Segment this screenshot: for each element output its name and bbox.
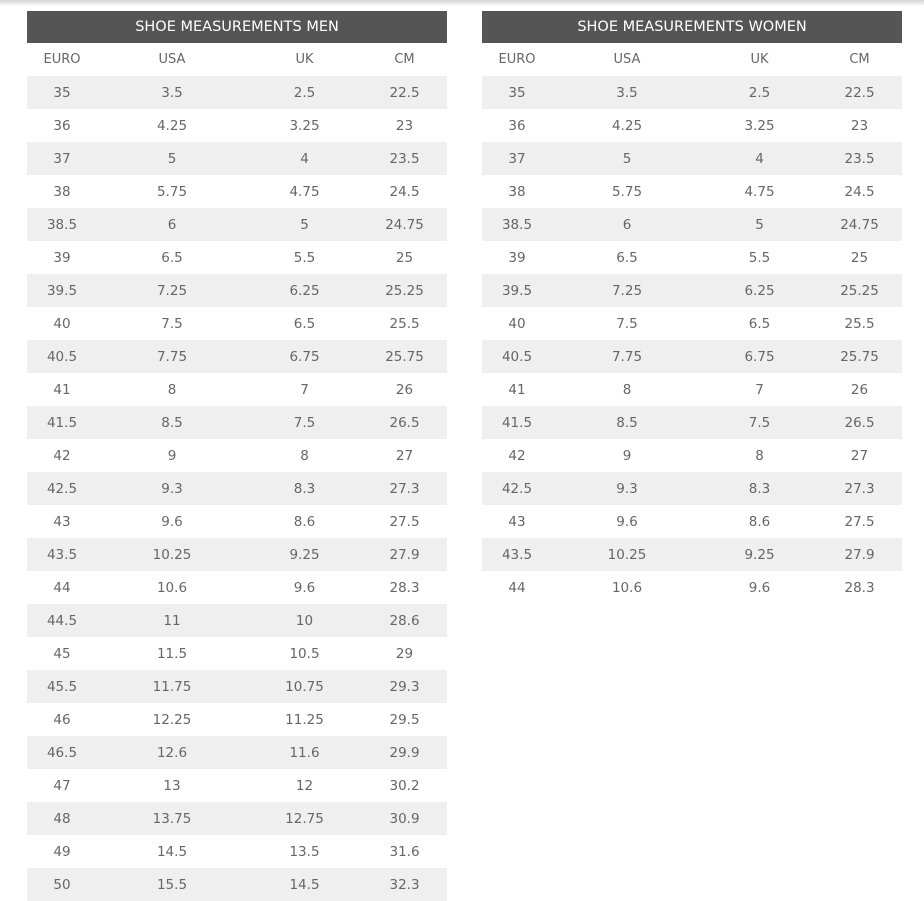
table-row [27,505,447,538]
cm-length-cell: 24.5 [844,183,875,200]
usa-size-cell: 9.3 [97,472,247,505]
usa-size-cell: 7.5 [161,315,183,332]
uk-size-cell: 7 [755,381,764,398]
cm-length-cell: 24.75 [362,208,447,241]
cm-length-cell: 26 [395,381,414,398]
usa-size-cell: 5.75 [156,183,188,200]
cm-length-cell: 22.5 [362,76,447,109]
usa-size-cell: 10.6 [611,579,643,596]
table-row [482,208,902,241]
table-row [27,307,447,340]
table-row [27,241,447,274]
usa-size-cell: 11.75 [97,670,247,703]
women-size-table [482,11,902,604]
table-row [482,340,902,373]
uk-size-cell: 2.5 [247,76,362,109]
uk-size-cell: 12.75 [247,802,362,835]
euro-size-cell: 43 [53,513,71,530]
euro-size-cell: 50 [27,868,97,901]
euro-size-cell: 49 [53,843,71,860]
table-row [482,274,902,307]
table-row [27,637,447,670]
euro-size-cell: 39.5 [482,274,552,307]
cm-length-cell: 23 [395,117,414,134]
cm-length-cell: 26.5 [362,406,447,439]
table-row [482,307,902,340]
table-row [482,505,902,538]
cm-length-cell: 28.3 [844,579,875,596]
table-row [482,175,902,208]
usa-size-cell: 4.25 [156,117,188,134]
uk-size-cell: 5.5 [293,249,316,266]
usa-size-cell: 8 [167,381,177,398]
euro-size-cell: 43 [508,513,526,530]
uk-size-cell: 10.75 [247,670,362,703]
euro-size-cell: 43.5 [482,538,552,571]
column-header-usa: USA [158,52,186,67]
euro-size-cell: 39 [53,249,71,266]
usa-size-cell: 11.5 [156,645,188,662]
cm-length-cell: 24.5 [389,183,420,200]
table-row [482,439,902,472]
table-row [27,373,447,406]
usa-size-cell: 6 [552,208,702,241]
usa-size-cell: 9.6 [616,513,638,530]
top-edge-shadow [0,0,924,6]
men-size-table [27,11,447,901]
uk-size-cell: 11.6 [247,736,362,769]
usa-size-cell: 15.5 [97,868,247,901]
euro-size-cell: 48 [27,802,97,835]
uk-size-cell: 4 [247,142,362,175]
euro-size-cell: 45 [53,645,71,662]
usa-size-cell: 7.5 [616,315,638,332]
table-row [27,472,447,505]
cm-length-cell: 30.9 [362,802,447,835]
cm-length-cell: 32.3 [362,868,447,901]
euro-size-cell: 46 [53,711,71,728]
usa-size-cell: 7.25 [552,274,702,307]
table-row [482,76,902,109]
euro-size-cell: 38.5 [27,208,97,241]
uk-size-cell: 8 [755,447,764,464]
cm-length-cell: 25.75 [362,340,447,373]
table-row [482,538,902,571]
euro-size-cell: 41.5 [482,406,552,439]
table-row [27,109,447,142]
table-row [27,604,447,637]
cm-length-cell: 27.3 [362,472,447,505]
table-row [27,835,447,868]
usa-size-cell: 8 [622,381,632,398]
cm-length-cell: 27 [850,447,869,464]
uk-size-cell: 3.25 [289,117,320,134]
euro-size-cell: 36 [53,117,71,134]
column-header-uk: UK [750,52,769,67]
cm-length-cell: 25.5 [389,315,420,332]
table-row [482,571,902,604]
cm-length-cell: 23.5 [362,142,447,175]
usa-size-cell: 9.6 [161,513,183,530]
usa-size-cell: 5 [552,142,702,175]
cm-length-cell: 29.5 [389,711,420,728]
usa-size-cell: 3.5 [552,76,702,109]
cm-length-cell: 25.25 [817,274,902,307]
cm-length-cell: 27.5 [389,513,420,530]
uk-size-cell: 6.75 [247,340,362,373]
euro-size-cell: 42 [508,447,526,464]
table-row [27,142,447,175]
cm-length-cell: 26.5 [817,406,902,439]
euro-size-cell: 41 [508,381,526,398]
cm-length-cell: 29.9 [362,736,447,769]
uk-size-cell: 5 [702,208,817,241]
column-header-cm: CM [849,52,870,67]
cm-length-cell: 27.3 [817,472,902,505]
table-row [482,406,902,439]
euro-size-cell: 41 [53,381,71,398]
cm-length-cell: 28.3 [389,579,420,596]
cm-length-cell: 27 [395,447,414,464]
euro-size-cell: 42 [53,447,71,464]
table-row [27,802,447,835]
usa-size-cell: 5 [97,142,247,175]
euro-size-cell: 40 [508,315,526,332]
men-table-title: SHOE MEASUREMENTS MEN [27,11,447,43]
uk-size-cell: 6.5 [748,315,771,332]
usa-size-cell: 3.5 [97,76,247,109]
table-row [482,241,902,274]
table-row [27,175,447,208]
column-header-uk: UK [295,52,314,67]
column-header-euro: EURO [43,52,81,67]
cm-length-cell: 31.6 [389,843,420,860]
table-row [27,439,447,472]
usa-size-cell: 12.6 [97,736,247,769]
usa-size-cell: 7.25 [97,274,247,307]
uk-size-cell: 10.5 [289,645,320,662]
euro-size-cell: 40 [53,315,71,332]
table-row [482,472,902,505]
uk-size-cell: 6.25 [247,274,362,307]
uk-size-cell: 14.5 [247,868,362,901]
uk-size-cell: 7 [300,381,309,398]
table-row [27,571,447,604]
euro-size-cell: 43.5 [27,538,97,571]
uk-size-cell: 8.3 [247,472,362,505]
euro-size-cell: 47 [53,777,71,794]
column-header-usa: USA [613,52,641,67]
uk-size-cell: 8 [300,447,309,464]
euro-size-cell: 35 [27,76,97,109]
uk-size-cell: 4.75 [289,183,320,200]
usa-size-cell: 13.75 [97,802,247,835]
cm-length-cell: 25 [850,249,869,266]
euro-size-cell: 44 [508,579,526,596]
column-header-euro: EURO [498,52,536,67]
usa-size-cell: 13 [163,777,181,794]
table-row [27,406,447,439]
table-row [27,703,447,736]
euro-size-cell: 37 [27,142,97,175]
uk-size-cell: 13.5 [289,843,320,860]
euro-size-cell: 42.5 [482,472,552,505]
table-row [27,736,447,769]
euro-size-cell: 38 [53,183,71,200]
euro-size-cell: 44.5 [27,604,97,637]
uk-size-cell: 8.6 [748,513,771,530]
cm-length-cell: 26 [850,381,869,398]
cm-length-cell: 25 [395,249,414,266]
uk-size-cell: 6.25 [702,274,817,307]
usa-size-cell: 8.5 [552,406,702,439]
cm-length-cell: 27.9 [817,538,902,571]
cm-length-cell: 28.6 [362,604,447,637]
uk-size-cell: 9.25 [247,538,362,571]
usa-size-cell: 10.25 [552,538,702,571]
usa-size-cell: 9.3 [552,472,702,505]
women-table-title: SHOE MEASUREMENTS WOMEN [482,11,902,43]
uk-size-cell: 6.5 [293,315,316,332]
euro-size-cell: 40.5 [27,340,97,373]
uk-size-cell: 5 [247,208,362,241]
usa-size-cell: 6.5 [616,249,638,266]
cm-length-cell: 25.5 [844,315,875,332]
uk-size-cell: 7.5 [247,406,362,439]
women-table-body [482,76,902,604]
euro-size-cell: 41.5 [27,406,97,439]
euro-size-cell: 38.5 [482,208,552,241]
uk-size-cell: 11.25 [285,711,324,728]
table-row [27,208,447,241]
euro-size-cell: 36 [508,117,526,134]
usa-size-cell: 5.75 [611,183,643,200]
uk-size-cell: 12 [295,777,314,794]
euro-size-cell: 38 [508,183,526,200]
usa-size-cell: 6 [97,208,247,241]
men-column-headers [27,43,447,76]
table-row [27,274,447,307]
euro-size-cell: 39.5 [27,274,97,307]
usa-size-cell: 14.5 [156,843,188,860]
usa-size-cell: 4.25 [611,117,643,134]
cm-length-cell: 23 [850,117,869,134]
column-header-cm: CM [394,52,415,67]
euro-size-cell: 46.5 [27,736,97,769]
cm-length-cell: 27.9 [362,538,447,571]
uk-size-cell: 8.6 [293,513,316,530]
men-table-body [27,76,447,901]
euro-size-cell: 44 [53,579,71,596]
cm-length-cell: 29 [395,645,414,662]
usa-size-cell: 7.75 [97,340,247,373]
cm-length-cell: 29.3 [362,670,447,703]
usa-size-cell: 10.6 [156,579,188,596]
cm-length-cell: 25.25 [362,274,447,307]
table-row [482,373,902,406]
table-row [27,868,447,901]
euro-size-cell: 40.5 [482,340,552,373]
cm-length-cell: 23.5 [817,142,902,175]
uk-size-cell: 4.75 [744,183,775,200]
usa-size-cell: 8.5 [97,406,247,439]
cm-length-cell: 30.2 [389,777,420,794]
uk-size-cell: 6.75 [702,340,817,373]
usa-size-cell: 6.5 [161,249,183,266]
women-column-headers [482,43,902,76]
uk-size-cell: 9.6 [748,579,771,596]
cm-length-cell: 27.5 [844,513,875,530]
usa-size-cell: 9 [622,447,632,464]
uk-size-cell: 2.5 [702,76,817,109]
uk-size-cell: 9.25 [702,538,817,571]
table-row [482,142,902,175]
table-row [27,769,447,802]
usa-size-cell: 9 [167,447,177,464]
cm-length-cell: 25.75 [817,340,902,373]
euro-size-cell: 37 [482,142,552,175]
euro-size-cell: 45.5 [27,670,97,703]
uk-size-cell: 9.6 [293,579,316,596]
table-row [27,340,447,373]
usa-size-cell: 7.75 [552,340,702,373]
table-row [482,109,902,142]
usa-size-cell: 10.25 [97,538,247,571]
uk-size-cell: 4 [702,142,817,175]
table-row [27,670,447,703]
uk-size-cell: 7.5 [702,406,817,439]
usa-size-cell: 12.25 [152,711,192,728]
table-row [27,76,447,109]
uk-size-cell: 3.25 [744,117,775,134]
euro-size-cell: 35 [482,76,552,109]
table-row [27,538,447,571]
euro-size-cell: 42.5 [27,472,97,505]
cm-length-cell: 24.75 [817,208,902,241]
cm-length-cell: 22.5 [817,76,902,109]
euro-size-cell: 39 [508,249,526,266]
uk-size-cell: 5.5 [748,249,771,266]
uk-size-cell: 8.3 [702,472,817,505]
uk-size-cell: 10 [247,604,362,637]
usa-size-cell: 11 [97,604,247,637]
